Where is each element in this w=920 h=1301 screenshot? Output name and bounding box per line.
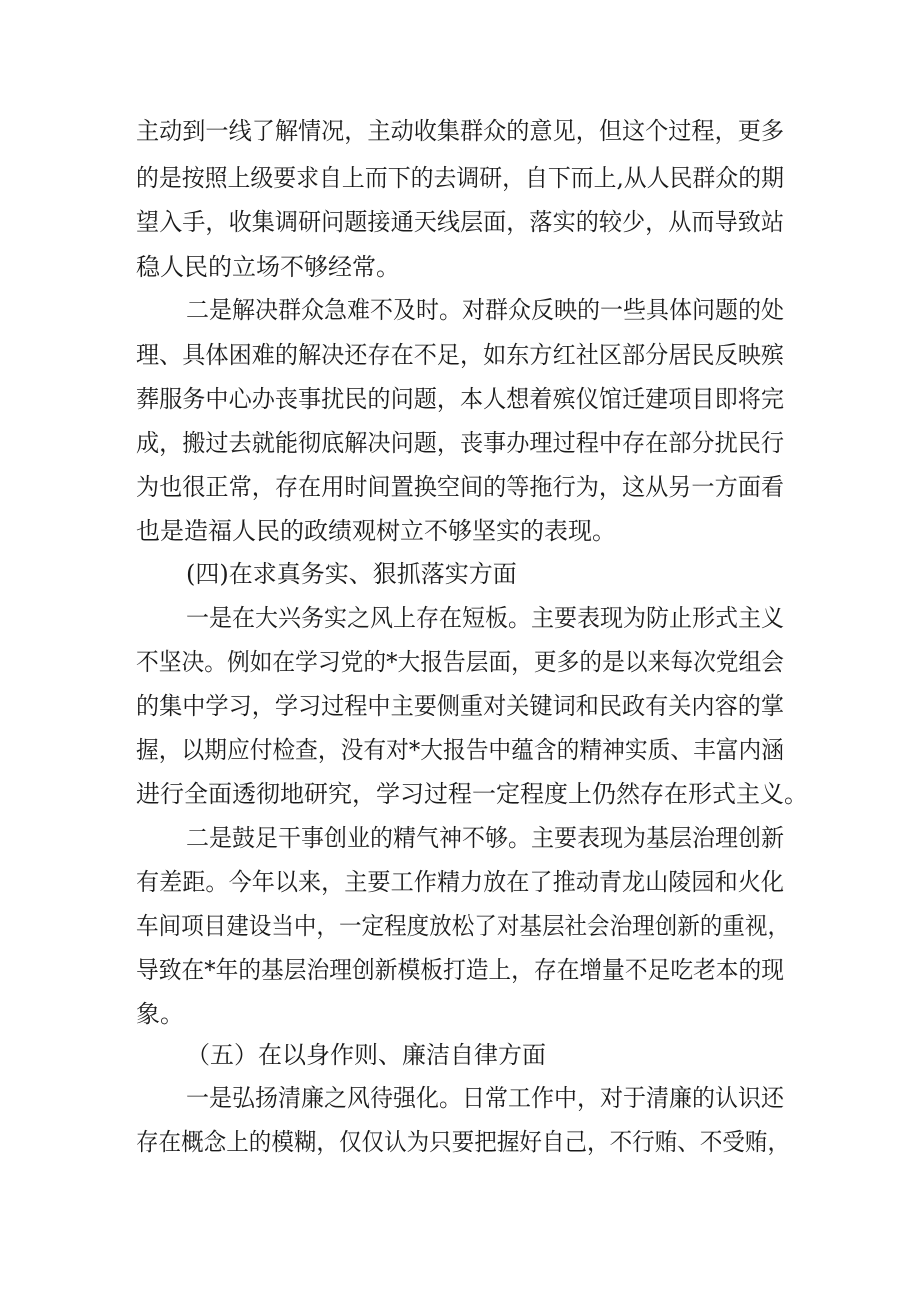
section-heading: （五）在以身作则、廉洁自律方面 <box>186 1041 546 1069</box>
text-line: 不坚决。例如在学习党的*大报告层面，更多的是以来每次党组会 <box>136 648 785 676</box>
text-line: 导致在*年的基层治理创新模板打造上，存在增量不足吃老本的现 <box>136 956 785 984</box>
text-line: 的集中学习，学习过程中主要侧重对关键词和民政有关内容的掌 <box>136 692 785 720</box>
paragraph-start-line: 二是鼓足干事创业的精气神不够。主要表现为基层治理创新 <box>186 824 784 852</box>
text-line: 稳人民的立场不够经常。 <box>136 253 400 281</box>
paragraph-start-line: 一是在大兴务实之风上存在短板。主要表现为防止形式主义 <box>186 604 784 632</box>
text-line: 理、具体困难的解决还存在不足，如东方红社区部分居民反映殡 <box>136 341 785 369</box>
text-line: 葬服务中心办丧事扰民的问题，本人想着殡仪馆迁建项目即将完 <box>136 385 785 413</box>
section-heading: (四)在求真务实、狠抓落实方面 <box>186 560 517 588</box>
text-line: 象。 <box>136 1000 184 1028</box>
text-line: 主动到一线了解情况，主动收集群众的意见，但这个过程，更多 <box>136 117 785 145</box>
paragraph-start-line: 二是解决群众急难不及时。对群众反映的一些具体问题的处 <box>186 296 784 324</box>
text-line: 成，搬过去就能彻底解决问题，丧事办理过程中存在部分扰民行 <box>136 429 785 457</box>
text-line: 车间项目建设当中，一定程度放松了对基层社会治理创新的重视， <box>136 912 791 940</box>
text-line: 为也很正常，存在用时间置换空间的等拖行为，这从另一方面看 <box>136 473 785 501</box>
text-line: 望入手，收集调研问题接通天线层面，落实的较少，从而导致站 <box>136 208 785 236</box>
text-line: 也是造福人民的政绩观树立不够坚实的表现。 <box>136 517 616 545</box>
text-line: 握，以期应付检查，没有对*大报告中蕴含的精神实质、丰富内涵 <box>136 736 785 764</box>
text-line: 存在概念上的模糊，仅仅认为只要把握好自己，不行贿、不受贿， <box>136 1128 791 1156</box>
paragraph-start-line: 一是弘扬清廉之风待强化。日常工作中，对于清廉的认识还 <box>186 1084 784 1112</box>
text-line: 有差距。今年以来，主要工作精力放在了推动青龙山陵园和火化 <box>136 868 785 896</box>
text-line: 的是按照上级要求自上而下的去调研，自下而上,从人民群众的期 <box>136 164 784 192</box>
text-line: 进行全面透彻地研究，学习过程一定程度上仍然存在形式主义。 <box>136 780 808 808</box>
